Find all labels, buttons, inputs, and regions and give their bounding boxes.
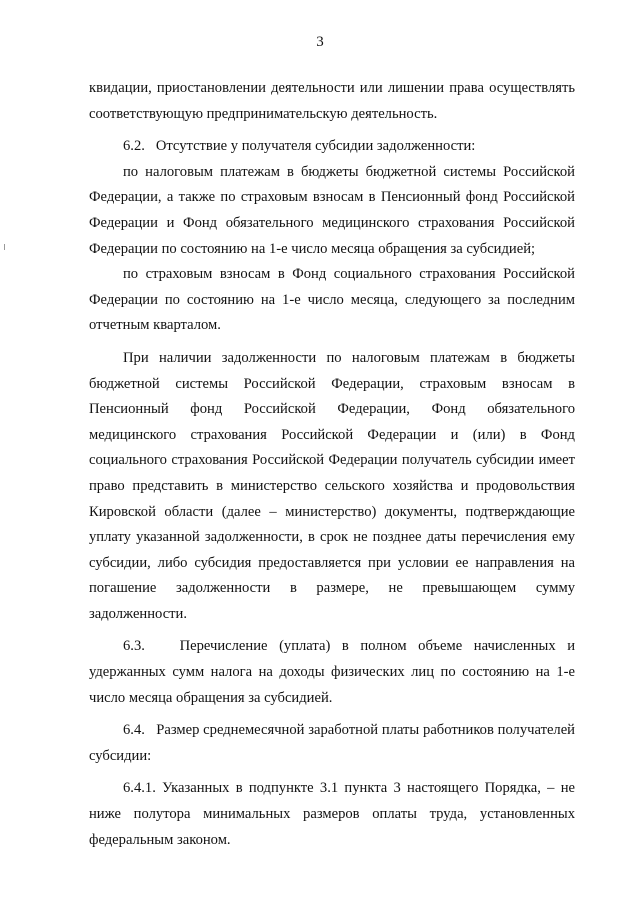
paragraph-tax-debt: по налоговым платежам в бюджеты бюджетной системы Российской Федерации, а также по страховым взносам в Пенсионный фонд Российской Федерации и Фонд обязательного медицинского страхования Российской Федерации по состоянию на 1-е число месяца обращения за субсидией; xyxy=(89,163,575,257)
margin-mark xyxy=(4,244,5,250)
paragraph-continuation: квидации, приостановлении деятельности или лишении права осуществлять соответствующую предпринимательскую деятельность. xyxy=(89,80,575,122)
paragraph-6-2-heading: 6.2. Отсутствие у получателя субсидии задолженности: xyxy=(123,138,476,155)
page-number: 3 xyxy=(316,34,324,50)
paragraph-6-3: 6.3. Перечисление (уплата) в полном объеме начисленных и удержанных сумм налога на доходы физических лиц по состоянию на 1-е число месяца обращения за субсидией. xyxy=(89,638,575,706)
paragraph-social-insurance: по страховым взносам в Фонд социального страхования Российской Федерации по состоянию на 1-е число месяца, следующего за последним отчетным кварталом. xyxy=(89,266,575,334)
document-body xyxy=(89,76,575,853)
paragraph-6-4-1: 6.4.1. Указанных в подпункте 3.1 пункта 3 настоящего Порядка, – не ниже полутора минимальных размеров оплаты труда, установленных федеральным законом. xyxy=(89,780,575,848)
paragraph-6-4: 6.4. Размер среднемесячной заработной платы работников получателей субсидии: xyxy=(89,722,575,764)
paragraph-debt-payment: При наличии задолженности по налоговым платежам в бюджеты бюджетной системы Российской Федерации, страховым взносам в Пенсионный фонд Российской Федерации, Фонд обязательного медицинского страхования Российской Федерации и (или) в Фонд социального страхования Российской Федерации получатель субсидии имеет право представить в министерство сельского хозяйства и продовольствия Кировской области (далее – министерство) документы, подтверждающие уплату указанной задолженности, в срок не позднее даты перечисления ему субсидии, либо субсидия предоставляется при условии ее направления на погашение задолженности в размере, не превышающем сумму задолженности. xyxy=(89,349,575,622)
